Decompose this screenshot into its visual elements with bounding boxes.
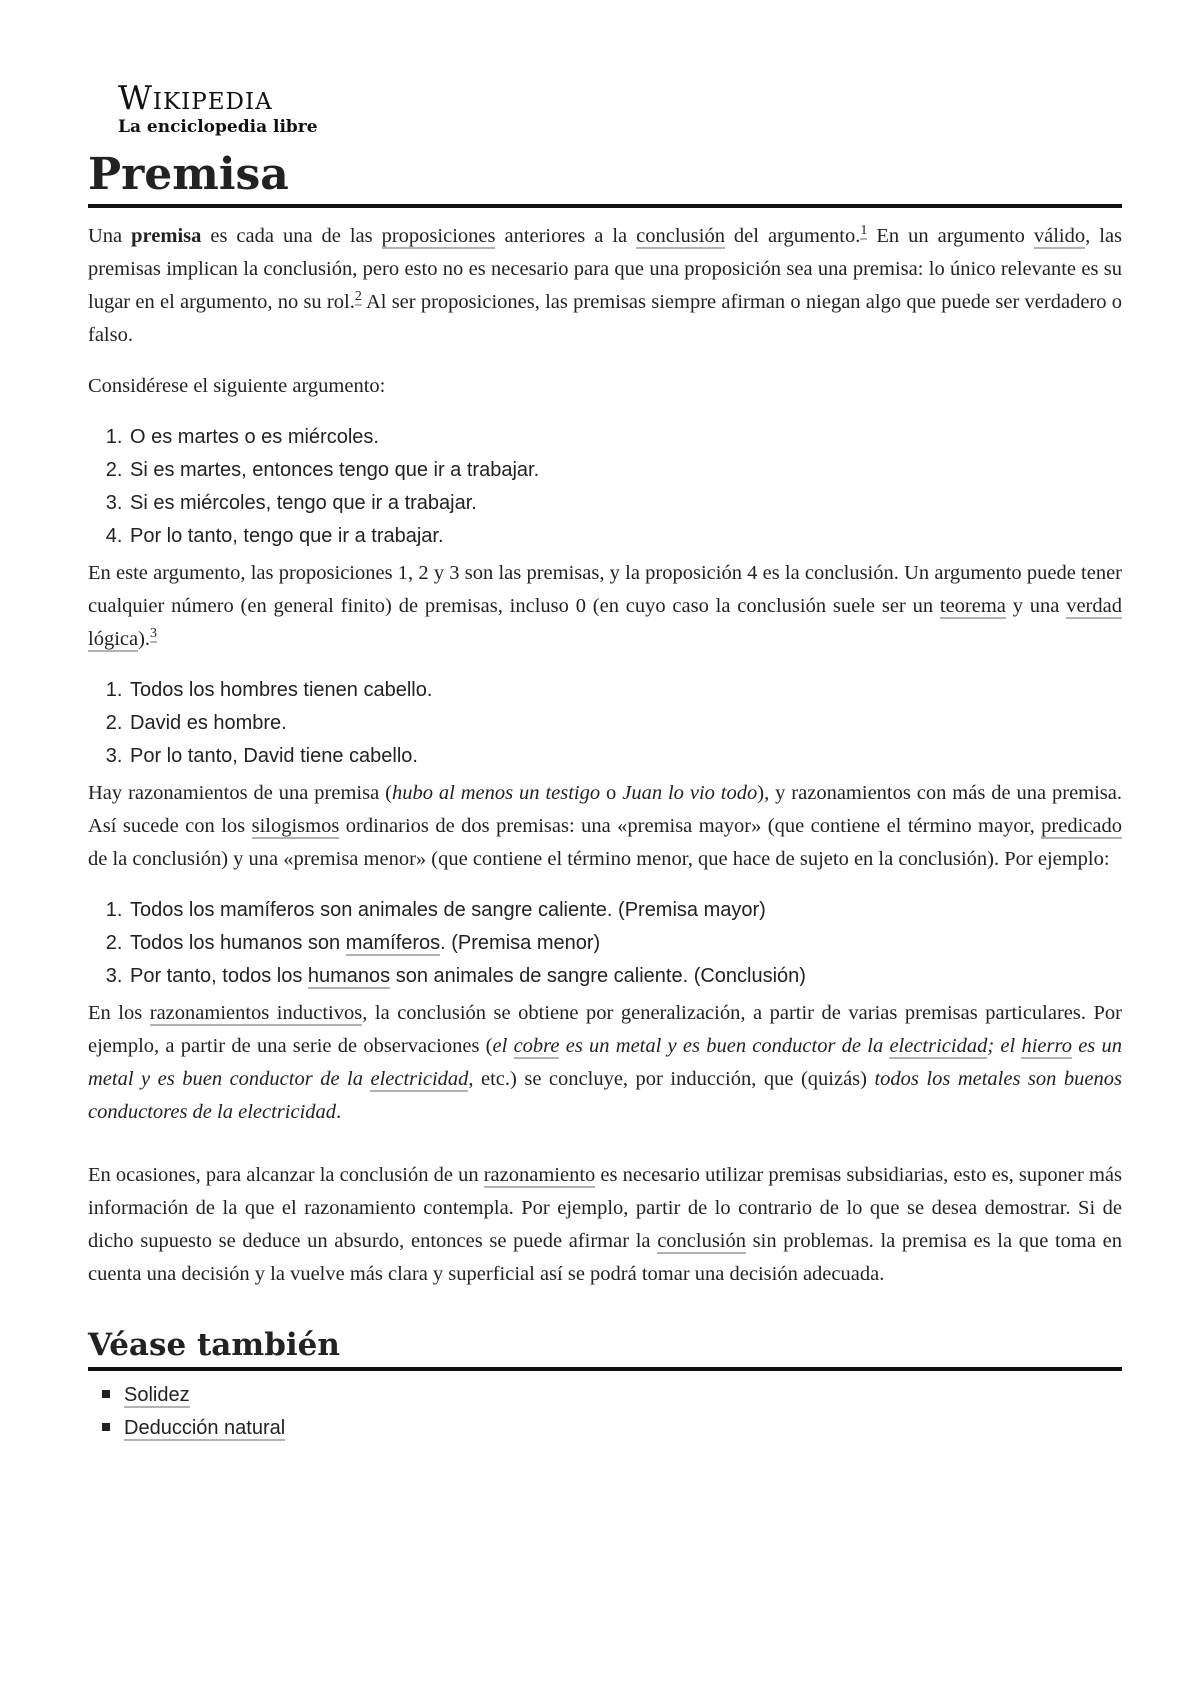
paragraph-intro: Una premisa es cada una de las proposiciones anteriores a la conclusión del argumento.$^1$ En un argumento válido, las premisas implican la conclusión, pero esto no es necesario para que una proposición sea una premisa: lo único relevante es su lugar en el argumento, no su rol.$^2$ Al ser proposiciones, las premisas siempre afirman o niegan algo que puede ser verdadero o falso. <box>88 223 1123 346</box>
argument-list-3 <box>88 894 1122 993</box>
link-deduccion-natural[interactable]: Deducción natural <box>124 1417 286 1439</box>
list-item: 2. Si es martes, entonces tengo que ir a trabajar. <box>128 454 1122 487</box>
section-heading-see-also: Véase también <box>88 1323 1122 1371</box>
link-electricidad[interactable]: electricidad <box>889 1035 988 1057</box>
link-electricidad-2[interactable]: electricidad <box>370 1068 469 1090</box>
link-conclusion[interactable]: conclusión <box>636 225 725 247</box>
article <box>88 80 1122 1445</box>
link-proposiciones[interactable]: proposiciones <box>381 225 496 247</box>
list-item: 1. Todos los hombres tienen cabello. <box>128 674 1122 707</box>
list-item: 1. Todos los mamíferos son animales de sangre caliente. (Premisa mayor) <box>128 894 1122 927</box>
list-item: 2. Todos los humanos son mamíferos. (Premisa menor) <box>128 927 1122 960</box>
paragraph-inductivos: En los razonamientos inductivos, la conclusión se obtiene por generalización, a partir de varias premisas particulares. Por ejemplo, a partir de una serie de observaciones (el cobre es un metal y es buen conductor de la electricidad; el hierro es un metal y es buen conductor de la electricidad, etc.) se concluye, por inducción, que (quizás) todos los metales son buenos conductores de la electricidad. <box>88 1002 1123 1123</box>
link-silogismos[interactable]: silogismos <box>251 815 340 837</box>
list-item <box>102 1379 1122 1412</box>
paragraph-premisas-conclusion: En este argumento, las proposiciones 1, 2 y 3 son las premisas, y la proposición 4 es la conclusión. Un argumento puede tener cualquier número (en general finito) de premisas, incluso 0 (en cuyo caso la conclusión suele ser un teorema y una verdad lógica).$^3$ <box>88 562 1122 650</box>
see-also-list <box>88 1379 1122 1445</box>
logo-wordmark: Wikipedia <box>118 78 273 117</box>
list-item: 2. David es hombre. <box>128 707 1122 740</box>
list-item: 3. Por tanto, todos los humanos son animales de sangre caliente. (Conclusión) <box>128 960 1122 993</box>
argument-list-2 <box>88 674 1122 773</box>
link-cobre[interactable]: cobre <box>513 1035 560 1057</box>
link-predicado[interactable]: predicado <box>1041 815 1122 837</box>
link-razonamiento[interactable]: razonamiento <box>483 1164 596 1186</box>
link-valido[interactable]: válido <box>1033 225 1086 247</box>
paragraph-considerese: Considérese el siguiente argumento: <box>88 375 386 397</box>
logo-tagline: La enciclopedia libre <box>118 117 318 137</box>
term-premisa: premisa <box>131 225 202 247</box>
link-conclusion-2[interactable]: conclusión <box>657 1230 747 1252</box>
list-item <box>102 1412 1122 1445</box>
link-verdad-logica[interactable]: verdad lógica <box>88 595 1122 650</box>
link-hierro[interactable]: hierro <box>1021 1035 1072 1057</box>
reference-2[interactable]: 2 <box>354 289 362 305</box>
reference-3[interactable]: 3 <box>150 626 158 642</box>
link-solidez[interactable]: Solidez <box>124 1384 190 1406</box>
paragraph-razonamientos: Hay razonamientos de una premisa (hubo al menos un testigo o Juan lo vio todo), y razonamientos con más de una premisa. Así sucede con los silogismos ordinarios de dos premisas: una «premisa mayor» (que contiene el término mayor, predicado de la conclusión) y una «premisa menor» (que contiene el término menor, que hace de sujeto en la conclusión). Por ejemplo: <box>88 782 1123 870</box>
list-item: 1. O es martes o es miércoles. <box>128 421 1122 454</box>
paragraph-ocasiones: En ocasiones, para alcanzar la conclusión de un razonamiento es necesario utilizar premisas subsidiarias, esto es, suponer más información de la que el razonamiento contempla. Por ejemplo, partir de lo contrario de lo que se desea demostrar. Si de dicho supuesto se deduce un absurdo, entonces se puede afirmar la conclusión sin problemas. la premisa es la que toma en cuenta una decisión y la vuelve más clara y superficial así se podrá tomar una decisión adecuada. <box>88 1164 1122 1285</box>
link-humanos[interactable]: humanos <box>307 965 391 987</box>
link-razonamientos-inductivos[interactable]: razonamientos inductivos <box>149 1002 363 1024</box>
page-title: Premisa <box>88 146 1122 208</box>
list-item: 3. Si es miércoles, tengo que ir a trabajar. <box>128 487 1122 520</box>
wikipedia-logo[interactable] <box>118 80 1122 146</box>
reference-1[interactable]: 1 <box>860 223 868 239</box>
argument-list-1 <box>88 421 1122 553</box>
link-mamiferos[interactable]: mamíferos <box>345 932 441 954</box>
link-teorema[interactable]: teorema <box>939 595 1006 617</box>
list-item: 3. Por lo tanto, David tiene cabello. <box>128 740 1122 773</box>
list-item: 4. Por lo tanto, tengo que ir a trabajar. <box>128 520 1122 553</box>
